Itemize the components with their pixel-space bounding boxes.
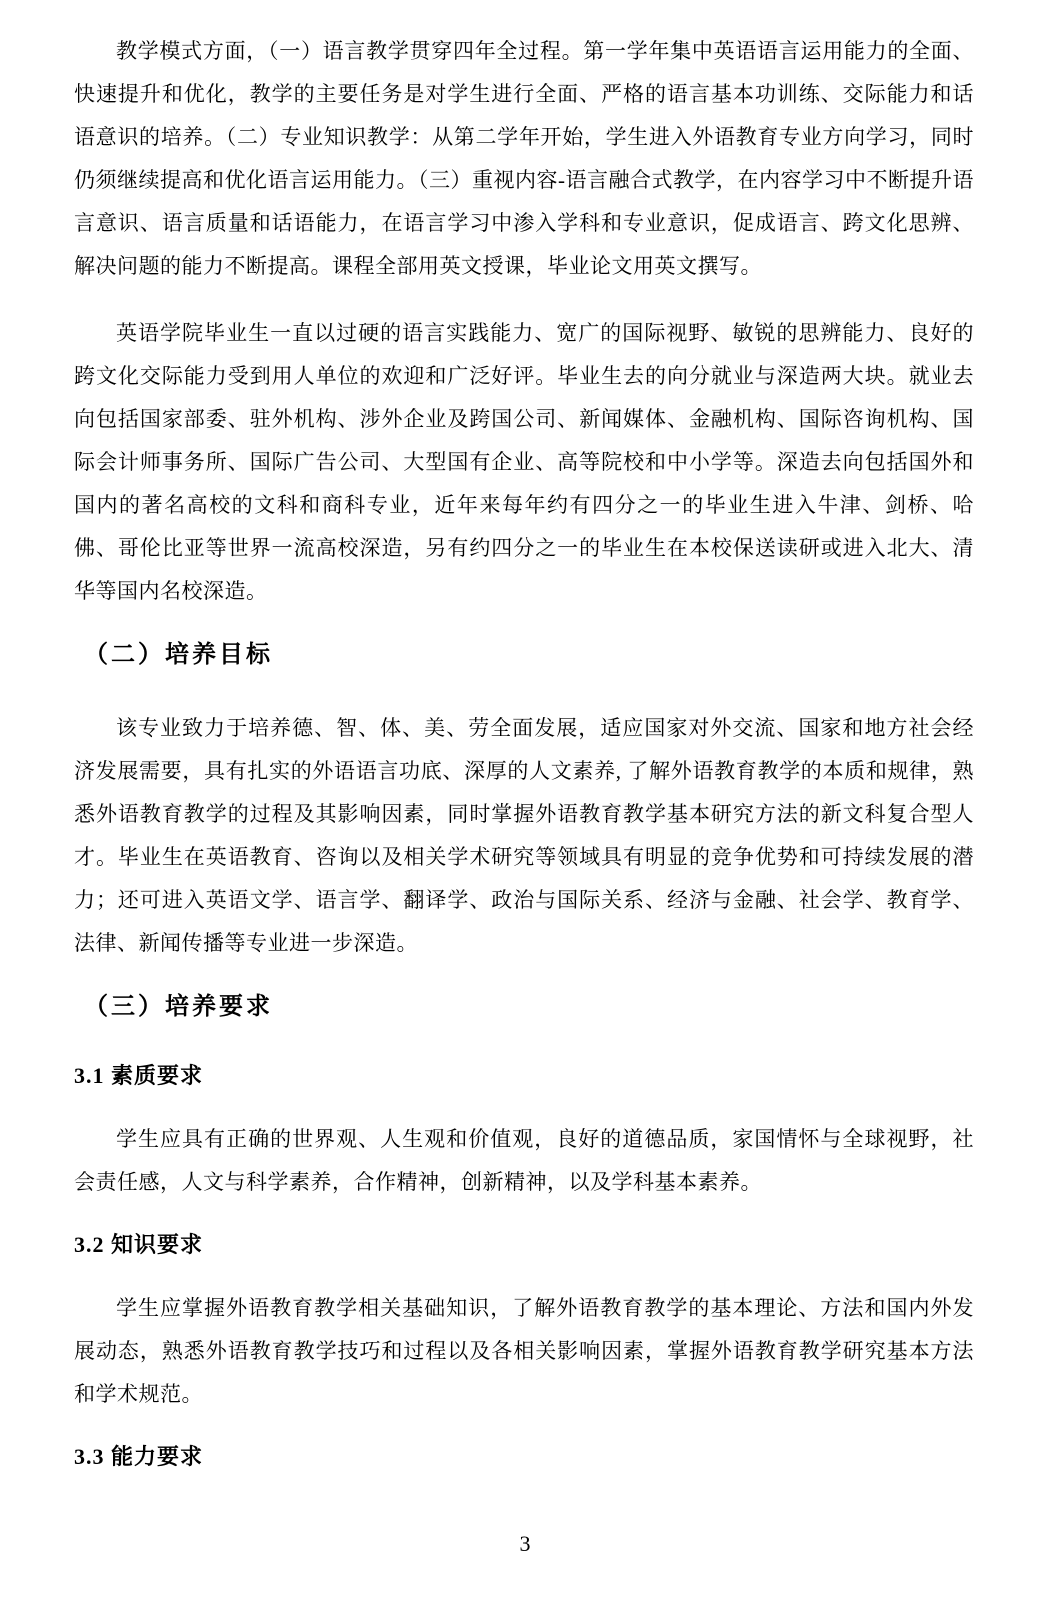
heading-training-requirements: （三）培养要求: [84, 993, 273, 1020]
heading-ability-requirements: 3.3 能力要求: [74, 1444, 204, 1469]
paragraph-teaching-mode: 教学模式方面，（一）语言教学贯穿四年全过程。第一学年集中英语语言运用能力的全面、快速提升和优化，教学的主要任务是对学生进行全面、严格的语言基本功训练、交际能力和话语意识的培养。（二）专业知识教学：从第二学年开始，学生进入外语教育专业方向学习，同时仍须继续提高和优化语言运用能力。（三）重视内容-语言融合式教学，在内容学习中不断提升语言意识、语言质量和话语能力，在语言学习中渗入学科和专业意识，促成语言、跨文化思辨、解决问题的能力不断提高。课程全部用英文授课，毕业论文用英文撰写。: [74, 39, 974, 278]
paragraph-graduates: 英语学院毕业生一直以过硬的语言实践能力、宽广的国际视野、敏锐的思辨能力、良好的跨文化交际能力受到用人单位的欢迎和广泛好评。毕业生去的向分就业与深造两大块。就业去向包括国家部委、驻外机构、涉外企业及跨国公司、新闻媒体、金融机构、国际咨询机构、国际会计师事务所、国际广告公司、大型国有企业、高等院校和中小学等。深造去向包括国外和国内的著名高校的文科和商科专业，近年来每年约有四分之一的毕业生进入牛津、剑桥、哈佛、哥伦比亚等世界一流高校深造，另有约四分之一的毕业生在本校保送读研或进入北大、清华等国内名校深造。: [74, 321, 974, 603]
heading-quality-requirements: 3.1 素质要求: [74, 1063, 204, 1088]
paragraph-quality-requirements: 学生应具有正确的世界观、人生观和价值观，良好的道德品质，家国情怀与全球视野，社会责任感，人文与科学素养，合作精神，创新精神，以及学科基本素养。: [74, 1127, 974, 1194]
heading-training-goal: （二）培养目标: [84, 641, 273, 668]
paragraph-training-goal: 该专业致力于培养德、智、体、美、劳全面发展，适应国家对外交流、国家和地方社会经济发展需要，具有扎实的外语语言功底、深厚的人文素养, 了解外语教育教学的本质和规律，熟悉外语教育教学的过程及其影响因素，同时掌握外语教育教学基本研究方法的新文科复合型人才。毕业生在英语教育、咨询以及相关学术研究等领域具有明显的竞争优势和可持续发展的潜力；还可进入英语文学、语言学、翻译学、政治与国际关系、经济与金融、社会学、教育学、法律、新闻传播等专业进一步深造。: [74, 716, 974, 955]
paragraph-knowledge-requirements: 学生应掌握外语教育教学相关基础知识，了解外语教育教学的基本理论、方法和国内外发展动态，熟悉外语教育教学技巧和过程以及各相关影响因素，掌握外语教育教学研究基本方法和学术规范。: [74, 1296, 974, 1406]
page-number: 3: [519, 1531, 531, 1556]
heading-knowledge-requirements: 3.2 知识要求: [74, 1232, 204, 1257]
